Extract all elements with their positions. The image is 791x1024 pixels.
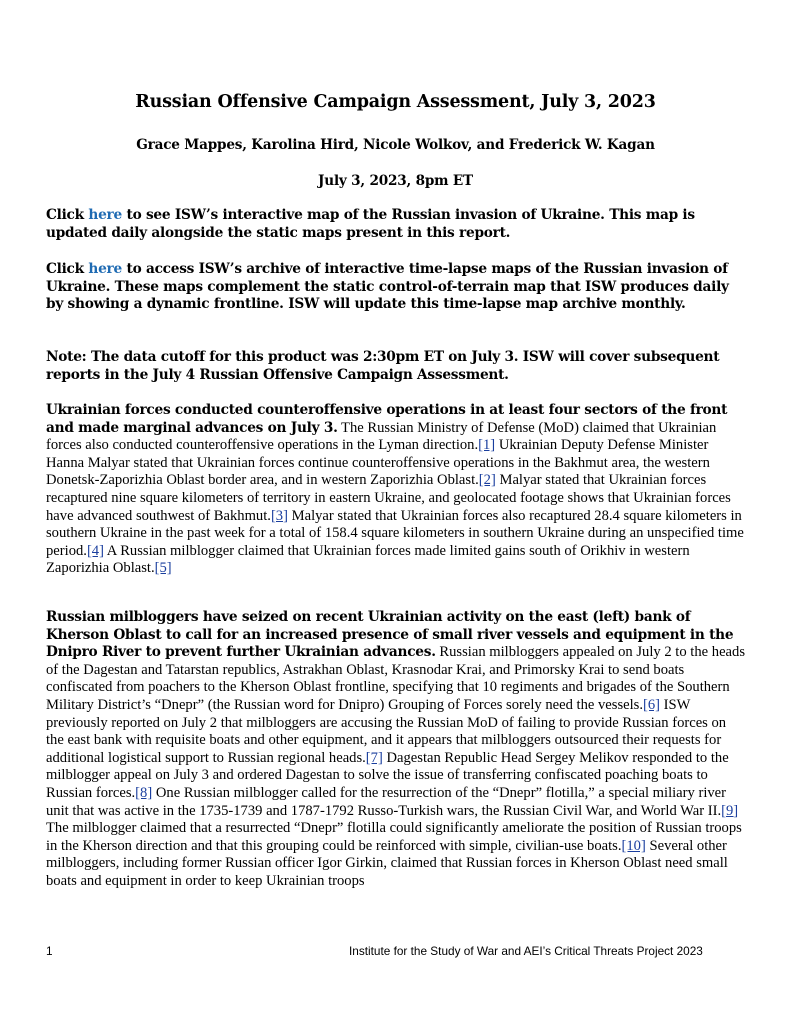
p2-post: to access ISW’s archive of interactive time-lapse maps of the Russian invasion of Ukraine. These maps complement the static control-of-terrain map that ISW produces daily by showing a dynamic frontline. ISW will update this time-lapse map archive monthly.: [46, 261, 729, 313]
interactive-map-paragraph: [46, 207, 746, 242]
para1-text: A Russian milblogger claimed that Ukrainian forces made limited gains south of Orikhiv in western Zaporizhia Oblast.: [46, 542, 690, 577]
footer-credit: Institute for the Study of War and AEI’s Critical Threats Project 2023: [349, 944, 703, 958]
para1-text: Malyar stated that Ukrainian forces also recaptured 28.4 square kilometers in southern Ukraine in the past week for a total of 158.4 square kilometers in southern Ukraine during an unspecified time period.: [46, 507, 744, 559]
para2-text: The milblogger claimed that a resurrected “Dnepr” flotilla could significantly ameliorate the position of Russian troops in the Kherson direction and that this grouping could be reinforced with simple, civilian-use boats.: [46, 820, 742, 854]
p1-post: to see ISW’s interactive map of the Russian invasion of Ukraine. This map is updated daily alongside the static maps present in this report.: [46, 207, 695, 241]
para2-text: Several other milbloggers, including former Russian officer Igor Girkin, claimed that Russian forces in Kherson Oblast need small boats and equipment in order to keep Ukrainian troops: [46, 837, 728, 889]
body-paragraph-1: [46, 402, 746, 578]
footnote-link[interactable]: [8]: [135, 784, 153, 801]
footnote-link[interactable]: [7]: [365, 749, 383, 766]
para2-text: One Russian milblogger called for the resurrection of the “Dnepr” flotilla,” a special miliary river unit that was active in the 1735-1739 and 1787-1792 Russo-Turkish wars, the Russian Civil War, and World War II.: [46, 784, 727, 819]
para1-text: The Russian Ministry of Defense (MoD) claimed that Ukrainian forces also conducted counteroffensive operations in the Lyman direction.: [46, 419, 717, 454]
data-cutoff-note: Note: The data cutoff for this product was 2:30pm ET on July 3. ISW will cover subsequent reports in the July 4 Russian Offensive Campaign Assessment.: [46, 349, 720, 383]
page-number: 1: [46, 944, 53, 958]
para1-text: Ukrainian Deputy Defense Minister Hanna Malyar stated that Ukrainian forces continue counteroffensive operations in the Bakhmut area, the western Donetsk-Zaporizhia Oblast border area, and in western Zaporizhia Oblast.: [46, 437, 710, 489]
interactive-map-link[interactable]: here: [88, 207, 122, 223]
footnote-link[interactable]: [5]: [154, 560, 172, 577]
report-title: Russian Offensive Campaign Assessment, July 3, 2023: [135, 92, 656, 112]
p2-pre: Click: [46, 261, 89, 277]
footnote-link[interactable]: [2]: [478, 472, 496, 489]
para1-lead: Ukrainian forces conducted counteroffensive operations in at least four sectors of the front and made marginal advances on July 3.: [46, 402, 728, 436]
p1-pre: Click: [46, 207, 89, 223]
footnote-link[interactable]: [10]: [621, 837, 646, 854]
para1-text: Malyar stated that Ukrainian forces recaptured nine square kilometers of territory in eastern Ukraine, and geolocated footage shows that Ukrainian forces have advanced southwest of Bakhmut.: [46, 472, 731, 524]
report-authors: Grace Mappes, Karolina Hird, Nicole Wolkov, and Frederick W. Kagan: [136, 137, 655, 153]
timelapse-archive-paragraph: [46, 261, 746, 314]
para2-text: Russian milbloggers appealed on July 2 to the heads of the Dagestan and Tatarstan republics, Astrakhan Oblast, Krasnodar Krai, and Primorsky Krai to send boats confiscated from poachers to the Kherson Oblast frontline, specifying that 10 regiments and brigades of the Southern Military District’s “Dnepr” (the Russian word for Dnipro) Grouping of Forces sorely need the vessels.: [46, 644, 746, 713]
body-paragraph-2: [46, 609, 746, 891]
footnote-link[interactable]: [4]: [86, 542, 104, 559]
footnote-link[interactable]: [9]: [721, 802, 739, 819]
footnote-link[interactable]: [6]: [643, 696, 661, 713]
footnote-link[interactable]: [1]: [478, 437, 496, 454]
footnote-link[interactable]: [3]: [270, 507, 288, 524]
para2-lead: Russian milbloggers have seized on recent Ukrainian activity on the east (left) bank of Kherson Oblast to call for an increased presence of small river vessels and equipment in the Dnipro River to prevent further Ukrainian advances.: [46, 609, 734, 661]
timelapse-archive-link[interactable]: here: [88, 261, 122, 277]
para2-text: ISW previously reported on July 2 that milbloggers are accusing the Russian MoD of failing to provide Russian forces on the east bank with requisite boats and other equipment, and it appears that milbloggers outsourced their requests for additional logistical support to Russian regional heads.: [46, 696, 727, 766]
report-date: July 3, 2023, 8pm ET: [318, 173, 473, 189]
para2-text: Dagestan Republic Head Sergey Melikov responded to the milblogger appeal on July 3 and ordered Dagestan to solve the issue of transferring confiscated poaching boats to Russian forces.: [46, 749, 729, 801]
